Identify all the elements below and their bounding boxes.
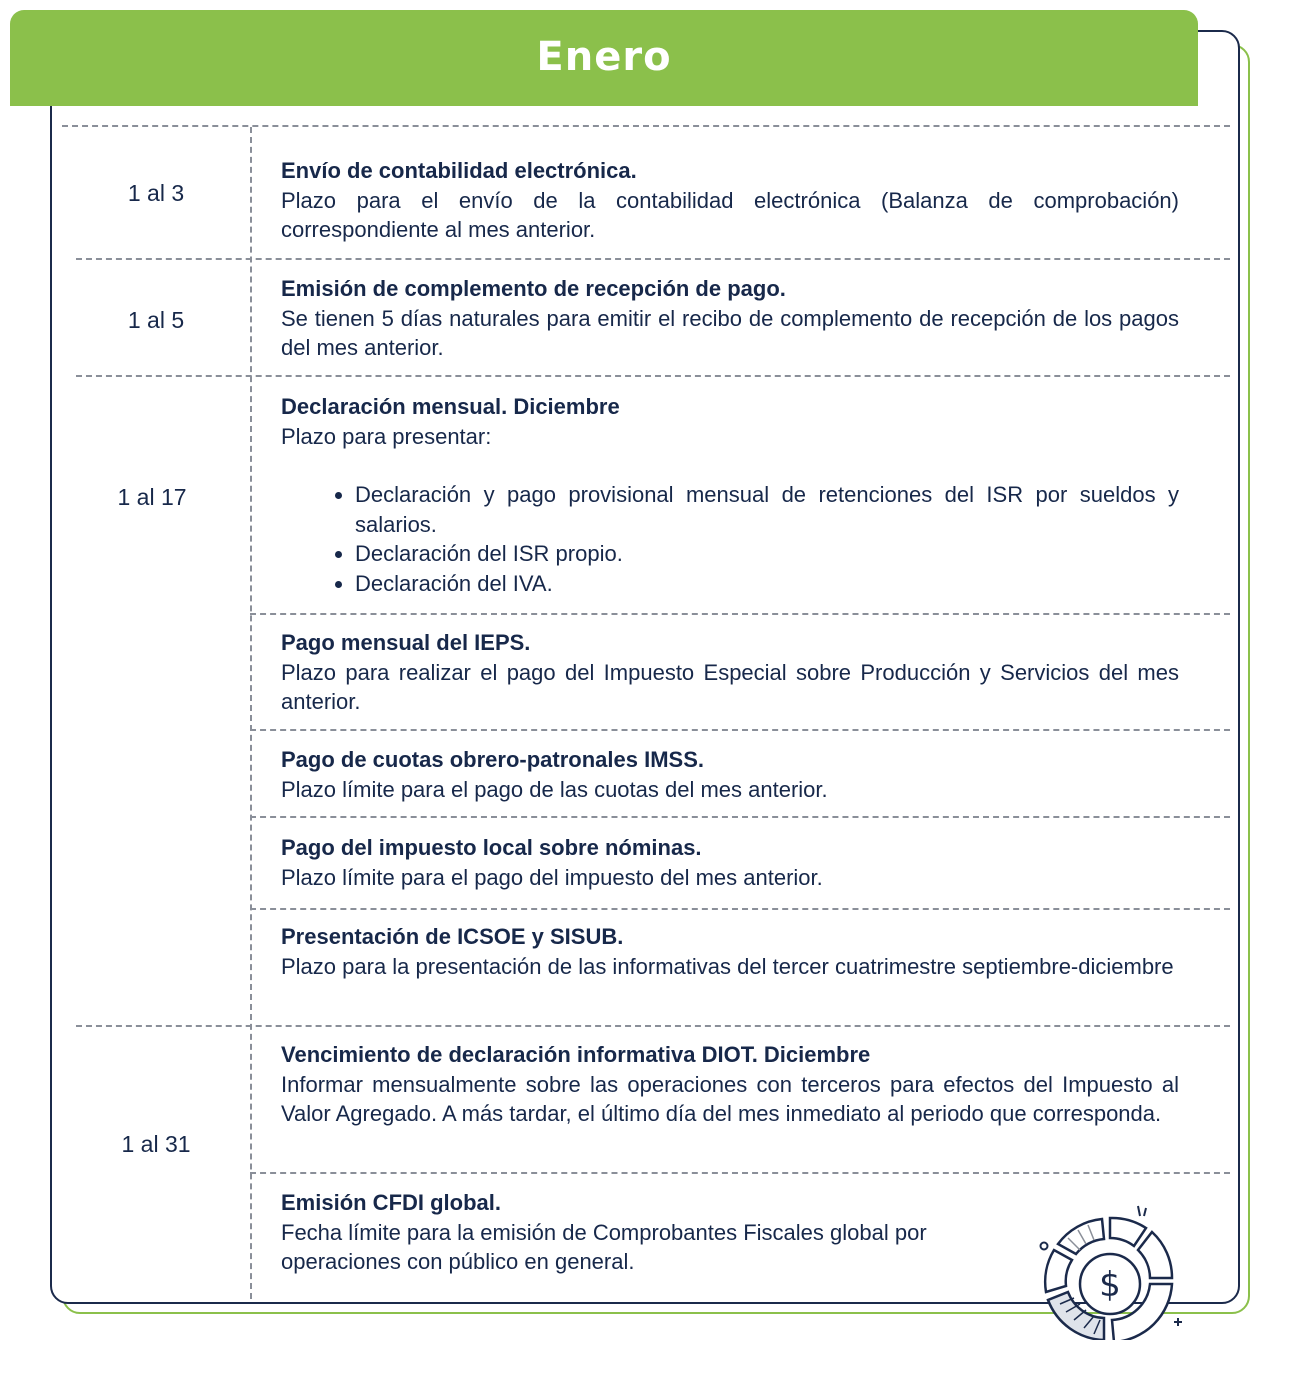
divider [250,816,1230,818]
bullet-list [281,480,1179,598]
entry-description: Se tienen 5 días naturales para emitir el recibo de complemento de recepción de los pagos del mes anterior. [281,305,1179,360]
calendar-entry [281,1040,1179,1129]
list-item: • Declaración del ISR propio. [355,539,1179,569]
column-divider [250,127,252,1299]
entry-description: Plazo para presentar: [281,423,492,449]
divider [250,1172,1230,1174]
calendar-entry [281,392,1179,598]
entry-description: Plazo límite para el pago del impuesto del mes anterior. [281,864,823,890]
list-item: • Declaración del IVA. [355,569,1179,599]
calendar-entry [281,274,1179,363]
date-label: 1 al 17 [117,484,187,510]
entry-title: Emisión CFDI global. [281,1190,502,1215]
entry-title: Pago del impuesto local sobre nóminas. [281,835,702,860]
month-title: Enero [536,34,672,80]
entry-description: Plazo límite para el pago de las cuotas del mes anterior. [281,776,828,802]
entry-description: Plazo para realizar el pago del Impuesto Especial sobre Producción y Servicios del mes anterior. [281,659,1179,714]
calendar-entry [281,745,1179,804]
dollar-coin-icon [1030,1200,1200,1340]
divider [250,729,1230,731]
entry-title: Pago mensual del IEPS. [281,630,531,655]
date-label: 1 al 31 [121,1131,191,1157]
divider [62,125,1230,127]
calendar-entry [281,1188,981,1277]
entry-title: Envío de contabilidad electrónica. [281,158,637,183]
calendar-entry [281,833,1179,892]
entry-title: Declaración mensual. Diciembre [281,394,620,419]
date-label: 1 al 5 [127,307,185,333]
calendar-entry [281,628,1179,717]
divider [250,908,1230,910]
divider [250,613,1230,615]
list-item: • Declaración y pago provisional mensual de retenciones del ISR por sueldos y salarios. [355,480,1179,539]
entry-description: Informar mensualmente sobre las operaciones con terceros para efectos del Impuesto al Valor Agregado. A más tardar, el último día del mes inmediato al periodo que corresponda. [281,1071,1179,1126]
entry-description: Plazo para el envío de la contabilidad electrónica (Balanza de comprobación) correspondiente al mes anterior. [281,187,1179,242]
month-header [10,10,1198,106]
entry-title: Presentación de ICSOE y SISUB. [281,924,624,949]
date-label: 1 al 3 [127,180,185,206]
calendar-entry [281,922,1179,981]
calendar-entry [281,156,1179,245]
entry-title: Emisión de complemento de recepción de pago. [281,276,786,301]
entry-description: Fecha límite para la emisión de Comprobantes Fiscales global por operaciones con público en general. [281,1219,927,1274]
svg-text:$: $ [1099,1265,1121,1305]
entry-description: Plazo para la presentación de las informativas del tercer cuatrimestre septiembre-diciembre [281,953,1174,979]
entry-title: Pago de cuotas obrero-patronales IMSS. [281,747,704,772]
entry-title: Vencimiento de declaración informativa DIOT. Diciembre [281,1042,871,1067]
